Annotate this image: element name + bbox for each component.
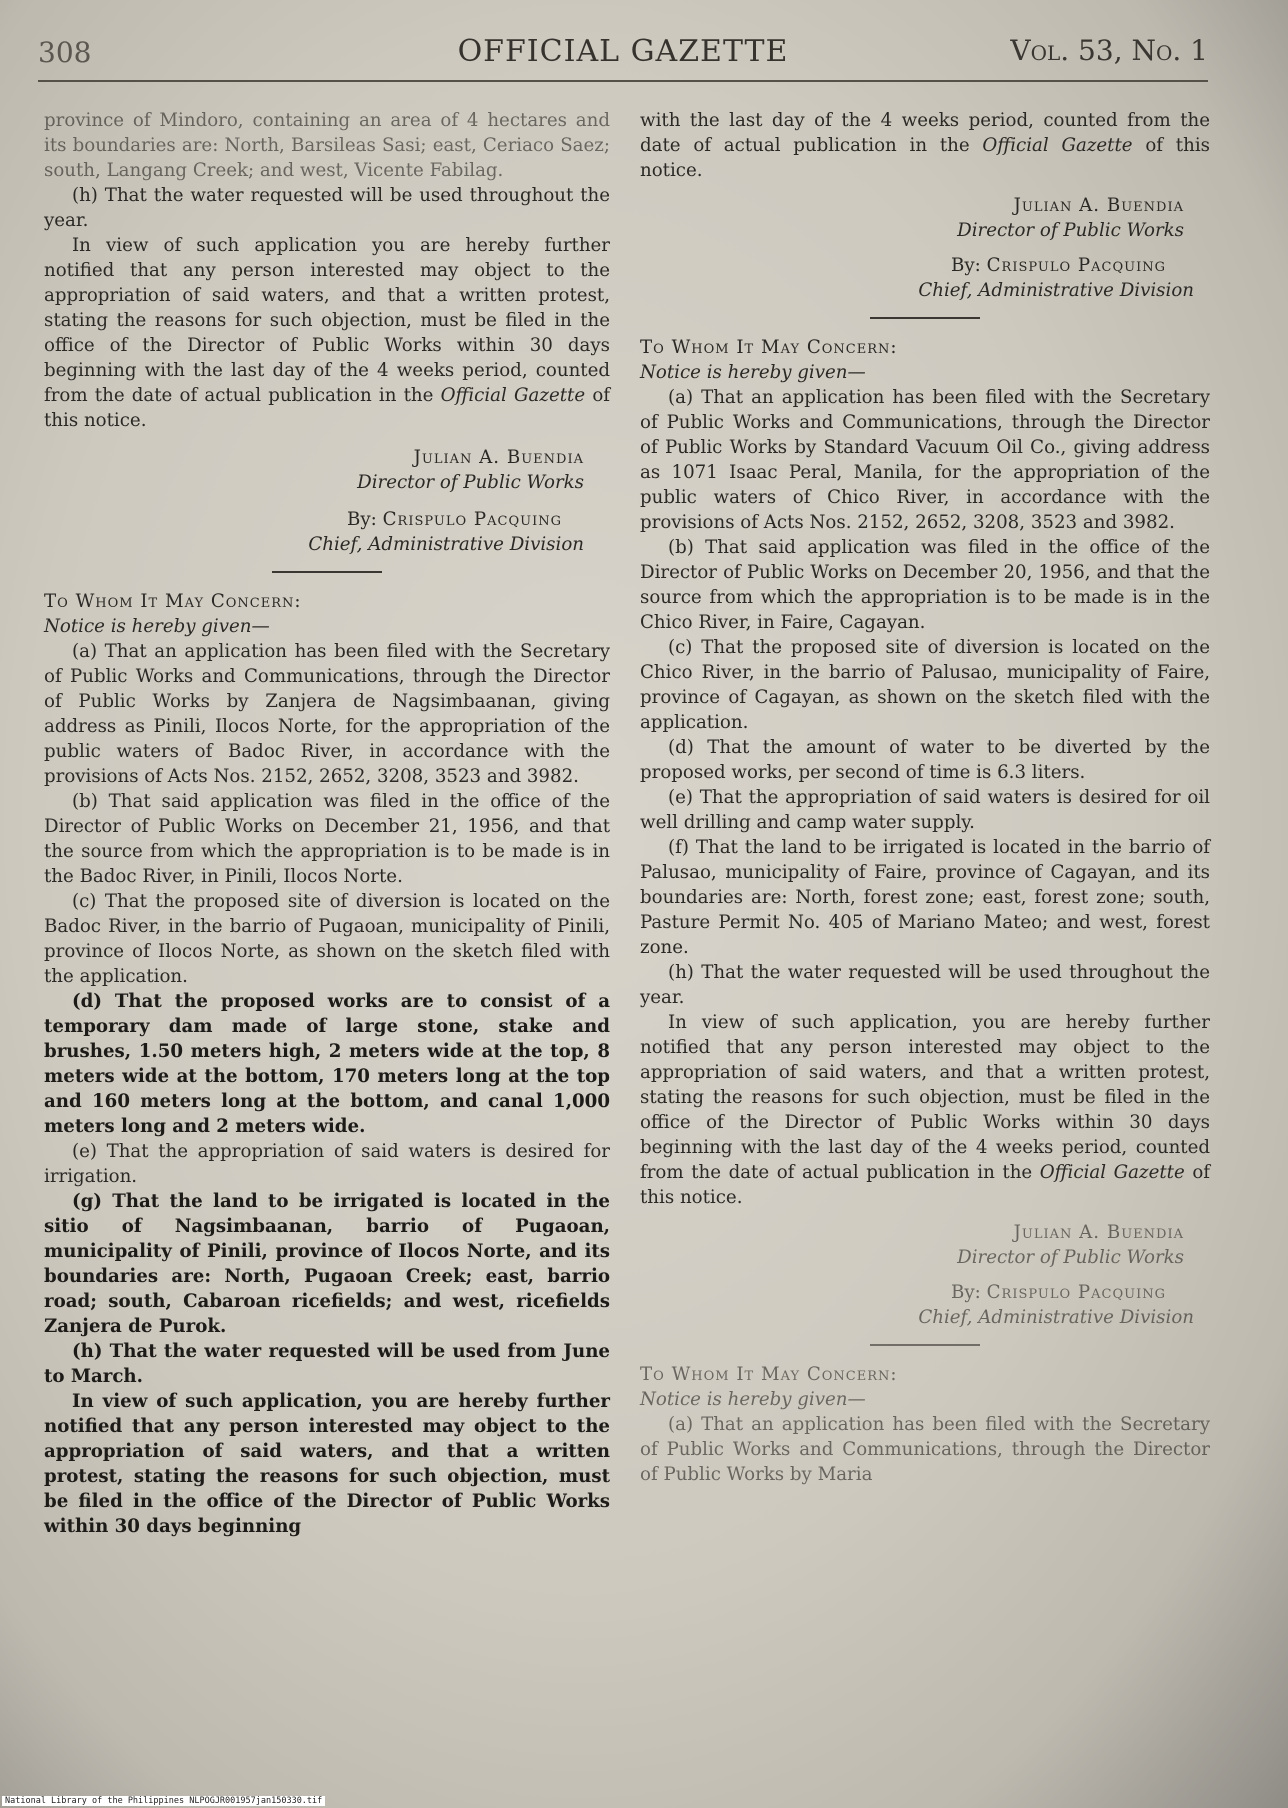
notice-heading: To Whom It May Concern:	[640, 337, 898, 358]
by-name: Crispulo Pacquing	[986, 255, 1166, 276]
signature-block-faded	[640, 1220, 1210, 1487]
page-number: 308	[38, 36, 92, 69]
signature-name	[640, 1220, 1210, 1245]
by-label: By:	[951, 255, 981, 276]
gazette-ref: Official Gazette	[1039, 1162, 1185, 1183]
paragraph: (d) That the proposed works are to consist of a temporary dam made of large stone, stake and brushes, 1.50 meters high, 2 meters wide at the top, 8 meters wide at the bottom, 170 meters long at the top and 160 meters long at the bottom, and canal 1,000 meters long and 2 meters wide.	[44, 991, 610, 1137]
by-label: By:	[951, 1282, 981, 1303]
signatory-name: Julian A. Buendia	[413, 447, 584, 468]
divider	[870, 317, 980, 319]
paragraph: (e) That the appropriation of said waters is desired for oil well drilling and camp water supply.	[640, 787, 1210, 833]
notice-heading: To Whom It May Concern:	[640, 1364, 898, 1385]
paragraph	[44, 233, 610, 433]
signature-by	[640, 1280, 1210, 1305]
divider	[272, 571, 382, 573]
paragraph: (a) That an application has been filed with the Secretary of Public Works and Communications, through the Director of Public Works by Maria	[640, 1414, 1210, 1485]
page-header	[38, 30, 1208, 82]
gazette-title: OFFICIAL GAZETTE	[457, 34, 789, 69]
paragraph: (c) That the proposed site of diversion is located on the Chico River, in the barrio of Palusao, municipality of Faire, province of Cagayan, as shown on the sketch filed with the application.	[640, 637, 1210, 733]
gazette-ref: Official Gazette	[982, 135, 1133, 156]
signature-by	[640, 253, 1210, 278]
notice-given: Notice is hereby given—	[640, 1389, 866, 1410]
paragraph: (g) That the land to be irrigated is located in the sitio of Nagsimbaanan, barrio of Pugaoan, municipality of Pinili, province of Ilocos Norte, and its boundaries are: North, Pugaoan Creek; east, barrio road; south, Cabaroan ricefields; and west, ricefields Zanjera de Purok.	[44, 1191, 610, 1337]
by-title: Chief, Administrative Division	[918, 1307, 1194, 1328]
text: In view of such application you are hereby further notified that any person interested may object to the appropriation of said waters, and that a written protest, stating the reasons for such objection, must be filed in the office of the Director of Public Works within 30 days beginning with the last day of the 4 weeks period, counted from the date of actual publication in the	[44, 235, 610, 406]
text: In view of such application, you are hereby further notified that any person interested may object to the appropriation of said waters, and that a written protest, stating the reasons for such objection, must be filed in the office of the Director of Public Works within 30 days beginning with the last day of the 4 weeks period, counted from the date of actual publication in the	[640, 1012, 1210, 1183]
paragraph: (h) That the water requested will be used throughout the year.	[640, 962, 1210, 1008]
paragraph: (a) That an application has been filed with the Secretary of Public Works and Communications, through the Director of Public Works by Zanjera de Nagsimbaanan, giving address as Pinili, Ilocos Norte, for the appropriation of the public waters of Badoc River, in accordance with the provisions of Acts Nos. 2152, 2652, 3208, 3523 and 3982.	[44, 641, 610, 787]
signature-name	[44, 445, 610, 470]
right-column	[640, 108, 1210, 1487]
paragraph: (h) That the water requested will be used throughout the year.	[44, 185, 610, 231]
by-title: Chief, Administrative Division	[918, 280, 1194, 301]
paragraph: (b) That said application was filed in the office of the Director of Public Works on December 20, 1956, and that the source from which the appropriation is to be made is in the Chico River, in Faire, Cagayan.	[640, 537, 1210, 633]
paragraph: (d) That the amount of water to be diverted by the proposed works, per second of time is 6.3 liters.	[640, 737, 1210, 783]
paragraph: province of Mindoro, containing an area of 4 hectares and its boundaries are: North, Barsileas Sasi; east, Ceriaco Saez; south, Langang Creek; and west, Vicente Fabilag.	[44, 110, 610, 181]
text: of this notice.	[640, 135, 1210, 181]
by-title: Chief, Administrative Division	[308, 534, 584, 555]
paragraph: (c) That the proposed site of diversion is located on the Badoc River, in the barrio of Pugaoan, municipality of Pinili, province of Ilocos Norte, as shown on the sketch filed with the application.	[44, 891, 610, 987]
paragraph	[640, 108, 1210, 183]
paragraph: (f) That the land to be irrigated is located in the barrio of Palusao, municipality of Faire, province of Cagayan, and its boundaries are: North, forest zone; east, forest zone; south, Pasture Permit No. 405 of Mariano Mateo; and west, forest zone.	[640, 837, 1210, 958]
text: with the last day of the 4 weeks period, counted from the date of actual publication in the	[640, 110, 1210, 156]
signature-name	[640, 193, 1210, 218]
by-name: Crispulo Pacquing	[382, 509, 562, 530]
paragraph: In view of such application, you are hereby further notified that any person interested may object to the appropriation of said waters, and that a written protest, stating the reasons for such objection, must be filed in the office of the Director of Public Works within 30 days beginning	[44, 1391, 610, 1537]
divider	[870, 1344, 980, 1346]
by-label: By:	[347, 509, 377, 530]
signatory-name: Julian A. Buendia	[1013, 1222, 1184, 1243]
notice-given: Notice is hereby given—	[44, 616, 270, 637]
paragraph: (e) That the appropriation of said waters is desired for irrigation.	[44, 1141, 610, 1187]
signature-title: Director of Public Works	[957, 1247, 1184, 1268]
paragraph	[640, 1010, 1210, 1210]
scan-source-label: National Library of the Philippines NLPOGJR001957jan150330.tif	[2, 1796, 325, 1806]
gazette-ref: Official Gazette	[440, 385, 586, 406]
paragraph: (b) That said application was filed in the office of the Director of Public Works on December 21, 1956, and that the source from which the appropriation is to be made is in the Badoc River, in Pinili, Ilocos Norte.	[44, 791, 610, 887]
volume-label: Vol. 53, No. 1	[1010, 34, 1208, 67]
text: of this notice.	[640, 1162, 1210, 1208]
signature-title: Director of Public Works	[957, 220, 1184, 241]
paragraph: (h) That the water requested will be used from June to March.	[44, 1341, 610, 1387]
signatory-name: Julian A. Buendia	[1013, 195, 1184, 216]
text: of this notice.	[44, 385, 610, 431]
left-column	[44, 108, 610, 1539]
by-name: Crispulo Pacquing	[986, 1282, 1166, 1303]
notice-given: Notice is hereby given—	[640, 362, 866, 383]
paragraph: (a) That an application has been filed with the Secretary of Public Works and Communications, through the Director of Public Works by Standard Vacuum Oil Co., giving address as 1071 Isaac Peral, Manila, for the appropriation of the public waters of Chico River, in accordance with the provisions of Acts Nos. 2152, 2652, 3208, 3523 and 3982.	[640, 387, 1210, 533]
signature-by	[44, 507, 610, 532]
notice-heading: To Whom It May Concern:	[44, 591, 302, 612]
signature-title: Director of Public Works	[357, 472, 584, 493]
